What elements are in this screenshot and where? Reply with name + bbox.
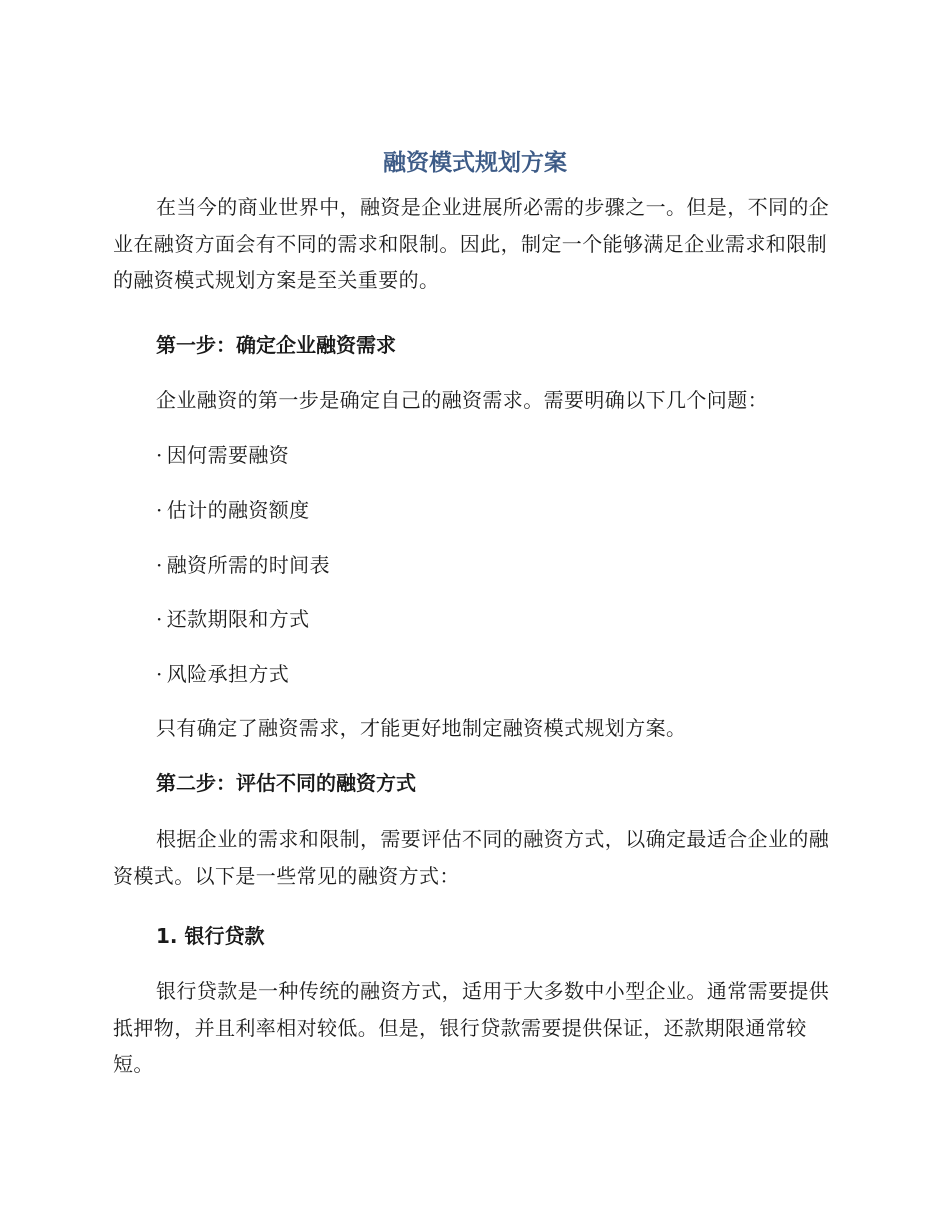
step1-conclusion: 只有确定了融资需求，才能更好地制定融资模式规划方案。 (156, 716, 687, 740)
step1-heading: 第一步：确定企业融资需求 (156, 333, 396, 357)
list-item (156, 659, 289, 689)
list-item-text: 因何需要融资 (166, 443, 290, 467)
list-item-text: 还款期限和方式 (166, 607, 310, 631)
list-item (156, 604, 310, 634)
list-item-text: 融资所需的时间表 (166, 553, 330, 577)
document-title: 融资模式规划方案 (383, 150, 567, 176)
list-item (156, 495, 310, 525)
bank-loan-paragraph: 银行贷款是一种传统的融资方式，适用于大多数中小型企业。通常需要提供抵押物，并且利率相对较低。但是，银行贷款需要提供保证，还款期限通常较短。 (113, 979, 830, 1076)
bullet-icon: · (156, 553, 163, 577)
intro-paragraph: 在当今的商业世界中，融资是企业进展所必需的步骤之一。但是，不同的企业在融资方面会有不同的需求和限制。因此，制定一个能够满足企业需求和限制的融资模式规划方案是至关重要的。 (113, 195, 830, 292)
list-item (156, 440, 289, 470)
list-item (156, 550, 330, 580)
list-item-text: 风险承担方式 (166, 662, 290, 686)
step2-heading: 第二步：评估不同的融资方式 (156, 771, 416, 795)
bullet-icon: · (156, 498, 163, 522)
bullet-icon: · (156, 662, 163, 686)
bank-loan-heading: 1. 银行贷款 (156, 924, 265, 948)
step2-intro-paragraph: 根据企业的需求和限制，需要评估不同的融资方式，以确定最适合企业的融资模式。以下是一些常见的融资方式： (113, 827, 830, 888)
step1-lead: 企业融资的第一步是确定自己的融资需求。需要明确以下几个问题： (156, 388, 768, 412)
bullet-icon: · (156, 443, 163, 467)
bullet-icon: · (156, 607, 163, 631)
list-item-text: 估计的融资额度 (166, 498, 310, 522)
